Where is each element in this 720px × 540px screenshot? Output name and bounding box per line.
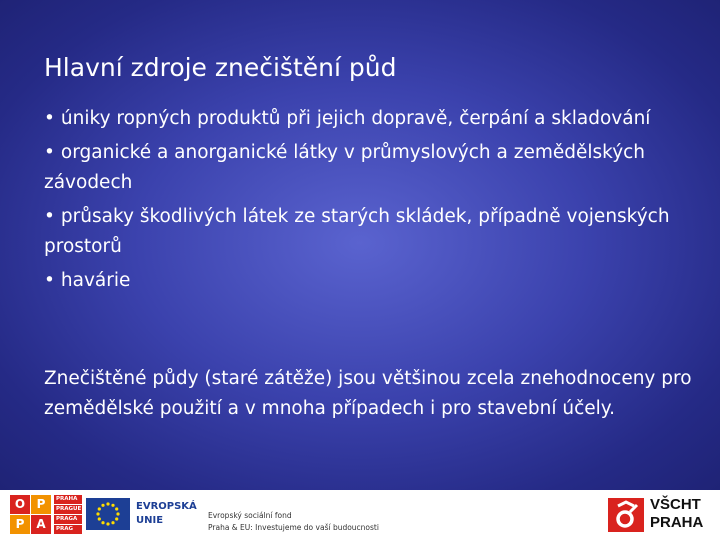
bullet-dot: • bbox=[44, 142, 55, 163]
bullet-dot: • bbox=[44, 206, 55, 227]
bullet-text: organické a anorganické látky v průmyslových a zemědělských závodech bbox=[44, 142, 646, 193]
praha-line: PRAGA bbox=[54, 515, 82, 524]
eu-label-line1: EVROPSKÁ bbox=[136, 501, 197, 512]
school-name bbox=[650, 496, 703, 532]
fund-caption-line2: Praha & EU: Investujeme do vaší budoucnosti bbox=[208, 523, 379, 532]
bullet-item bbox=[44, 138, 694, 198]
bullet-text: úniky ropných produktů při jejich dopravě, čerpání a skladování bbox=[60, 108, 651, 129]
opp-praha-logo bbox=[10, 495, 80, 535]
bullet-dot: • bbox=[44, 270, 55, 291]
bullet-item bbox=[44, 104, 694, 134]
eu-flag-icon bbox=[86, 498, 130, 530]
fund-caption bbox=[208, 510, 379, 534]
bullet-item bbox=[44, 266, 694, 296]
eu-label bbox=[136, 500, 197, 528]
school-name-line2: PRAHA bbox=[650, 514, 704, 531]
fund-caption-line1: Evropský sociální fond bbox=[208, 511, 292, 520]
summary-paragraph: Znečištěné půdy (staré zátěže) jsou většinou zcela znehodnoceny pro zemědělské použití a v mnoha případech i pro stavební účely. bbox=[44, 368, 692, 419]
praha-line: PRAHA bbox=[54, 495, 82, 504]
bullet-text: havárie bbox=[60, 270, 131, 291]
opp-letter: P bbox=[31, 495, 51, 514]
footer-logo-bar bbox=[0, 490, 720, 540]
bullet-dot: • bbox=[44, 108, 55, 129]
praha-city-names bbox=[54, 495, 82, 535]
praha-line: PRAGUE bbox=[56, 506, 82, 512]
bullet-list bbox=[44, 104, 694, 300]
opp-letter: O bbox=[10, 495, 30, 514]
slide-title: Hlavní zdroje znečištění půd bbox=[44, 53, 397, 82]
eu-label-line2: UNIE bbox=[136, 515, 164, 526]
vscht-logo-icon bbox=[608, 498, 644, 532]
school-name-line1: VŠCHT bbox=[650, 496, 701, 513]
opp-letter: A bbox=[31, 515, 51, 534]
bullet-text: průsaky škodlivých látek ze starých skládek, případně vojenských prostorů bbox=[44, 206, 670, 257]
opp-letter-grid bbox=[10, 495, 52, 535]
praha-line: PRAG bbox=[54, 525, 82, 534]
opp-letter: P bbox=[10, 515, 30, 534]
bullet-item bbox=[44, 202, 694, 262]
